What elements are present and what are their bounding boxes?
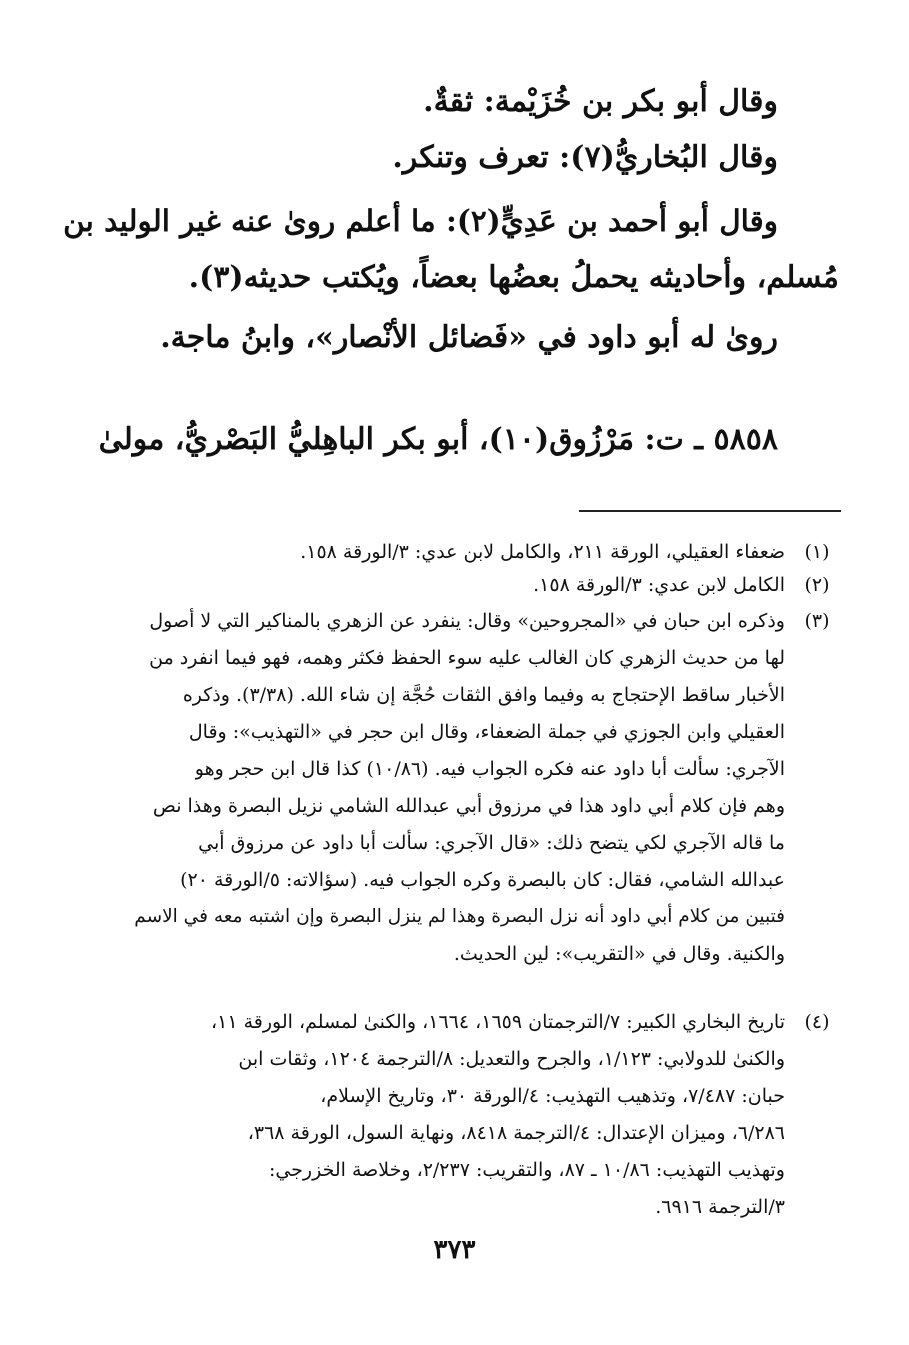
footnote-3-line-7: ما قاله الآجري لكي يتضح ذلك: «قال الآجري: سألت أبا داود عن مرزوق أبي — [198, 832, 785, 854]
page-number: ٣٧٣ — [433, 1235, 476, 1265]
footnote-4-line-3: حبان: ٧/٤٨٧، وتذهيب التهذيب: ٤/الورقة ٣٠، وتاريخ الإسلام، — [320, 1085, 785, 1107]
body-line-4: مُسلم، وأحاديثه يحملُ بعضُها بعضاً، ويُكتب حديثه(٣). — [188, 260, 839, 295]
footnote-2-line-1: الكامل لابن عدي: ٣/الورقة ١٥٨. — [533, 574, 785, 596]
body-line-1: وقال أبو بكر بن خُزَيْمة: ثقةٌ. — [423, 84, 778, 119]
footnote-4-line-2: والكنىٰ للدولابي: ١/١٢٣، والجرح والتعديل: ٨/الترجمة ١٢٠٤، وثقات ابن — [238, 1048, 785, 1070]
body-line-2: وقال البُخاريُّ(٧): تعرف وتنكر. — [392, 140, 778, 175]
entry-heading: ٥٨٥٨ ـ ت: مَرْزُوق(١٠)، أبو بكر الباهِليُّ البَصْريُّ، مولىٰ — [98, 422, 778, 457]
footnote-1-line-1: ضعفاء العقيلي، الورقة ٢١١، والكامل لابن عدي: ٣/الورقة ١٥٨. — [300, 541, 785, 563]
footnote-3-line-4: العقيلي وابن الجوزي في جملة الضعفاء، وقال ابن حجر في «التهذيب»: وقال — [188, 721, 785, 743]
body-line-3: وقال أبو أحمد بن عَدِيٍّ(٢): ما أعلم روىٰ عنه غير الوليد بن — [63, 203, 778, 238]
footnote-3-line-9: فتبين من كلام أبي داود أنه نزل البصرة وهذا لم ينزل البصرة وإن اشتبه معه في الاسم — [134, 906, 785, 927]
footnote-number-4: (٤) — [804, 1011, 830, 1033]
footnote-divider — [579, 510, 841, 512]
footnote-4-line-5: وتهذيب التهذيب: ١٠/٨٦ ـ ٨٧، والتقريب: ٢/٢٣٧، وخلاصة الخزرجي: — [268, 1159, 785, 1181]
footnote-3-line-2: لها من حديث الزهري كان الغالب عليه سوء الحفظ فكثر وهمه، فهو فيما انفرد من — [149, 647, 785, 669]
footnote-4-line-4: ٦/٢٨٦، وميزان الإعتدال: ٤/الترجمة ٨٤١٨، ونهاية السول، الورقة ٣٦٨، — [247, 1122, 785, 1144]
footnote-4-line-6: ٣/الترجمة ٦٩١٦. — [655, 1196, 785, 1218]
footnote-number-1: (١) — [804, 541, 830, 563]
footnote-number-2: (٢) — [804, 574, 830, 596]
footnote-3-line-5: الآجري: سألت أبا داود عنه فكره الجواب فيه. (١٠/٨٦) كذا قال ابن حجر وهو — [194, 758, 785, 780]
body-line-5: روىٰ له أبو داود في «فَضائل الأنْصار»، وابنُ ماجة. — [160, 320, 778, 355]
footnote-number-3: (٣) — [804, 610, 830, 632]
footnote-3-line-8: عبدالله الشامي، فقال: كان بالبصرة وكره الجواب فيه. (سؤالاته: ٥/الورقة ٢٠) — [180, 869, 785, 891]
footnote-3-line-3: الأخبار ساقط الإحتجاج به وفيما وافق الثقات حُجَّة إن شاء الله. (٣/٣٨). وذكره — [182, 684, 785, 706]
footnote-3-line-10: والكنية. وقال في «التقريب»: لين الحديث. — [453, 943, 785, 965]
footnote-4-line-1: تاريخ البخاري الكبير: ٧/الترجمتان ١٦٥٩، ١٦٦٤، والكنىٰ لمسلم، الورقة ١١، — [210, 1011, 785, 1033]
footnote-3-line-1: وذكره ابن حبان في «المجروحين» وقال: ينفرد عن الزهري بالمناكير التي لا أصول — [149, 610, 785, 632]
footnote-3-line-6: وهم فإن كلام أبي داود هذا في مرزوق أبي عبدالله الشامي نزيل البصرة وهذا نص — [152, 795, 785, 817]
